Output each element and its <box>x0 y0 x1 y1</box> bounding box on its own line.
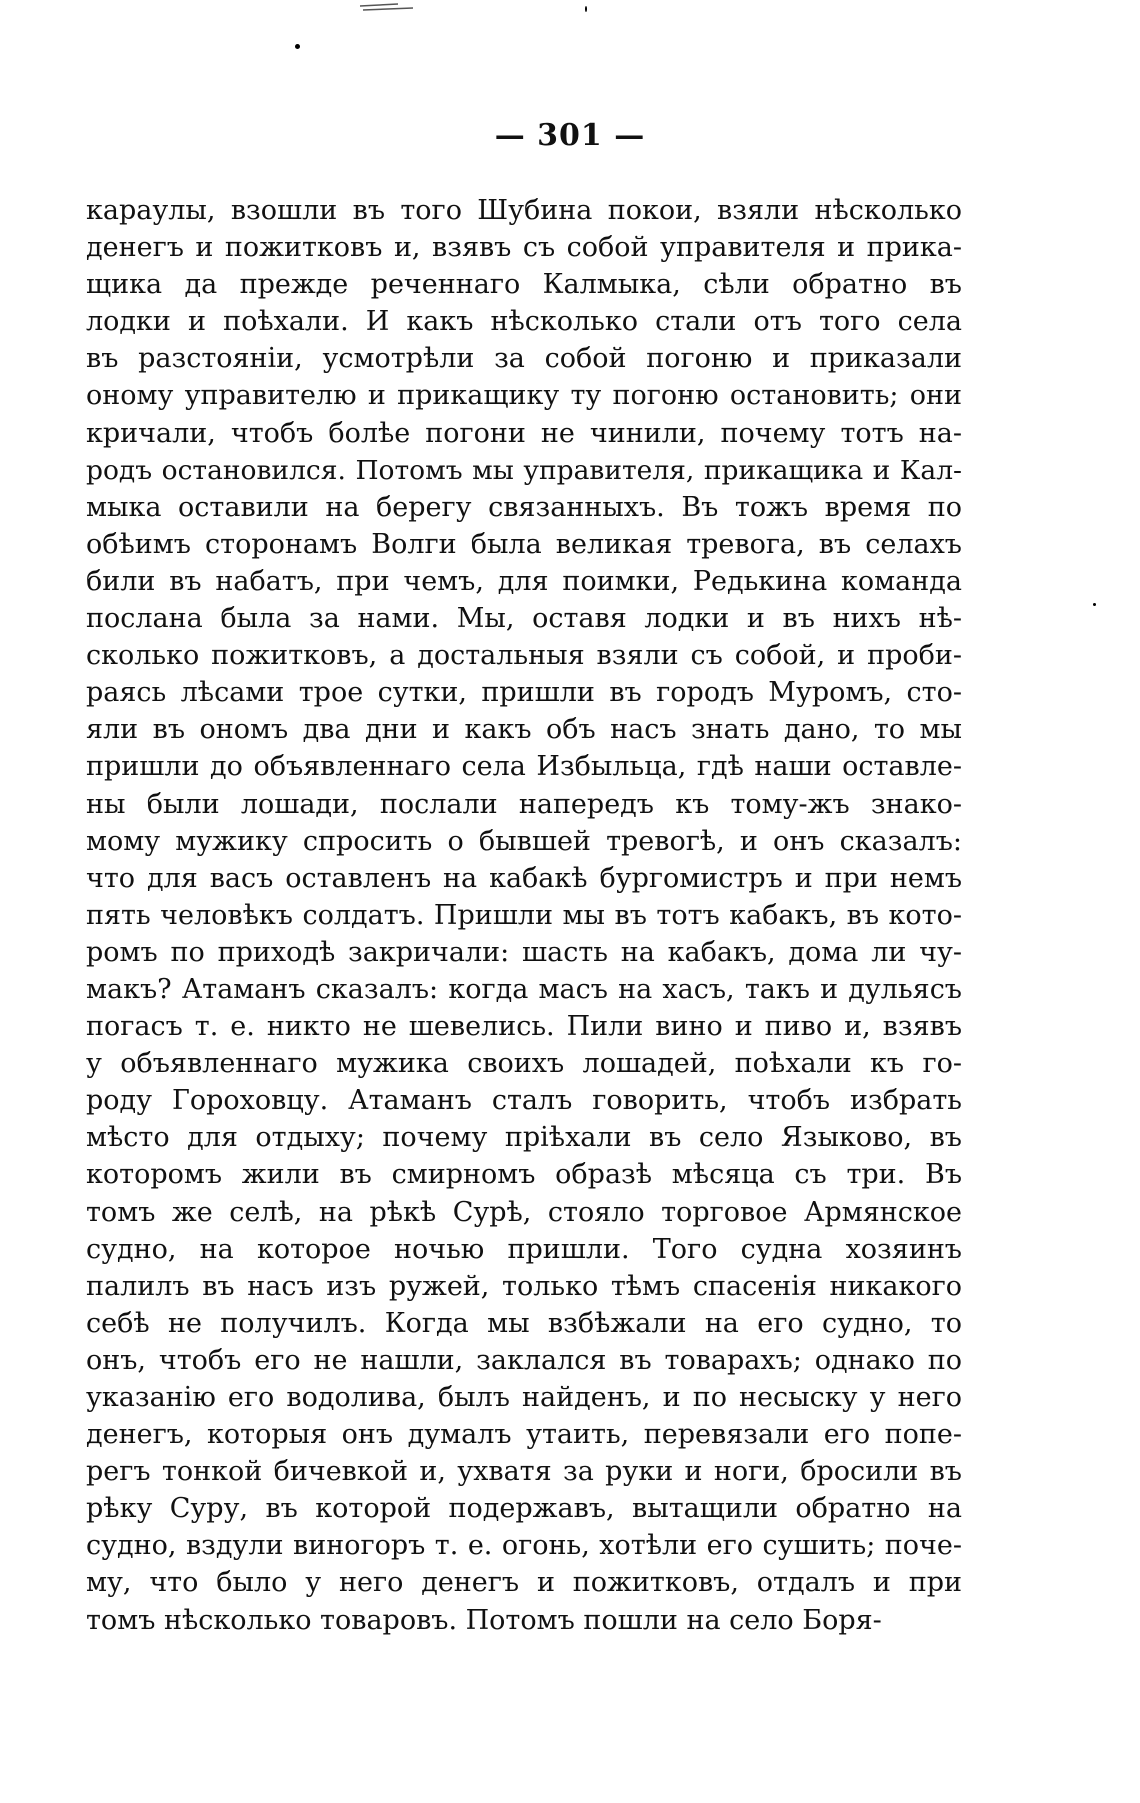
text-line: регъ тонкой бичевкой и, ухватя за руки и ноги, бросили въ <box>86 1456 962 1488</box>
text-line: ны были лошади, послали напередъ къ тому-жъ знако- <box>86 788 962 820</box>
text-line: обѣимъ сторонамъ Волги была великая тревога, въ селахъ <box>86 528 962 560</box>
page-number: — 301 — <box>494 118 646 153</box>
text-line: которомъ жили въ смирномъ образѣ мѣсяца съ три. Въ <box>86 1159 962 1191</box>
text-line: томъ же селѣ, на рѣкѣ Сурѣ, стояло торговое Армянское <box>86 1196 962 1228</box>
scan-speck <box>585 6 587 12</box>
text-line: раясь лѣсами трое сутки, пришли въ городъ Муромъ, сто- <box>86 677 962 709</box>
text-line: что для васъ оставленъ на кабакѣ бургомистръ и при немъ <box>86 862 962 894</box>
text-line: денегъ, которыя онъ думалъ утаить, перевязали его попе- <box>86 1419 962 1451</box>
text-line: яли въ ономъ два дни и какъ объ насъ знать дано, то мы <box>86 714 962 746</box>
text-line: судно, вздули виногоръ т. е. огонь, хотѣли его сушить; поче- <box>86 1530 962 1562</box>
text-line: у объявленнаго мужика своихъ лошадей, поѣхали къ го- <box>86 1048 962 1080</box>
text-line: мѣсто для отдыху; почему прiѣхали въ село Языково, въ <box>86 1122 962 1154</box>
text-line: судно, на которое ночью пришли. Того судна хозяинъ <box>86 1233 962 1265</box>
scan-speck <box>1093 603 1096 606</box>
text-line: оному управителю и прикащику ту погоню остановить; они <box>86 380 962 412</box>
text-line: лодки и поѣхали. И какъ нѣсколько стали отъ того села <box>86 306 962 338</box>
text-line: роду Гороховцу. Атаманъ сталъ говорить, чтобъ избрать <box>86 1085 962 1117</box>
scan-speck <box>295 44 300 49</box>
body-text <box>86 192 962 1639</box>
text-line: пять человѣкъ солдатъ. Пришли мы въ тотъ кабакъ, въ кото- <box>86 899 962 931</box>
scan-mark-top <box>358 0 428 14</box>
text-line: ромъ по приходѣ закричали: шасть на кабакъ, дома ли чу- <box>86 936 962 968</box>
text-line: му, что было у него денегъ и пожитковъ, отдалъ и при <box>86 1567 962 1599</box>
text-line: били въ набатъ, при чемъ, для поимки, Редькина команда <box>86 565 962 597</box>
text-line: караулы, взошли въ того Шубина покои, взяли нѣсколько <box>86 195 962 226</box>
text-line: томъ нѣсколько товаровъ. Потомъ пошли на село Боря- <box>86 1604 882 1636</box>
text-line: щика да прежде реченнаго Калмыка, сѣли обратно въ <box>86 269 962 301</box>
text-line: рѣку Суру, въ которой подержавъ, вытащили обратно на <box>86 1493 962 1525</box>
text-line: себѣ не получилъ. Когда мы взбѣжали на его судно, то <box>86 1307 962 1339</box>
text-line: мому мужику спросить о бывшей тревогѣ, и онъ сказалъ: <box>86 825 962 857</box>
text-line: указанiю его водолива, былъ найденъ, и по несыску у него <box>86 1382 962 1413</box>
text-line: макъ? Атаманъ сказалъ: когда масъ на хасъ, такъ и дульясъ <box>86 973 962 1005</box>
text-line: послана была за нами. Мы, оставя лодки и въ нихъ нѣ- <box>86 603 962 635</box>
text-line: въ разстоянiи, усмотрѣли за собой погоню и приказали <box>86 343 962 375</box>
text-line: мыка оставили на берегу связанныхъ. Въ тожъ время по <box>86 491 962 523</box>
text-line: палилъ въ насъ изъ ружей, только тѣмъ спасенiя никакого <box>86 1270 962 1302</box>
text-line: погасъ т. е. никто не шевелись. Пили вино и пиво и, взявъ <box>86 1011 962 1043</box>
text-line: кричали, чтобъ болѣе погони не чинили, почему тотъ на- <box>86 417 962 449</box>
text-line: сколько пожитковъ, а достальныя взяли съ собой, и проби- <box>86 640 962 672</box>
text-line: денегъ и пожитковъ и, взявъ съ собой управителя и прика- <box>86 232 962 264</box>
text-line: онъ, чтобъ его не нашли, заклался въ товарахъ; однако по <box>86 1344 962 1376</box>
text-line: пришли до объявленнаго села Избыльца, гдѣ наши оставле- <box>86 751 962 783</box>
text-line: родъ остановился. Потомъ мы управителя, прикащика и Кал- <box>86 454 962 486</box>
